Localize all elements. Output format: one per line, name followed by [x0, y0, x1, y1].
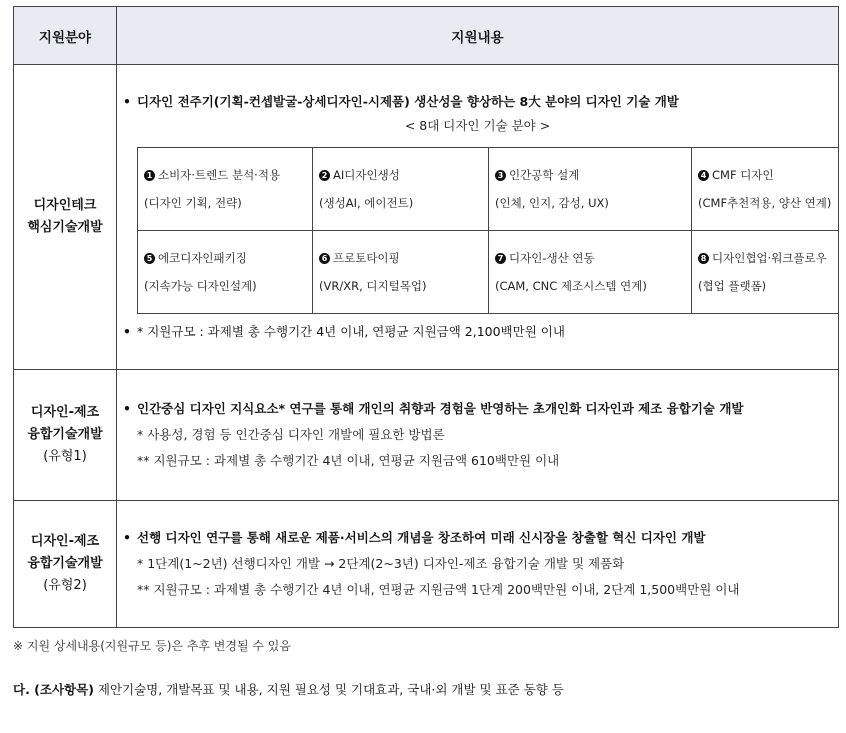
field-label: (유형1) [43, 449, 87, 464]
number-badge-icon: 3 [495, 170, 506, 181]
footnote: ※ 지원 상세내용(지원규모 등)은 추후 변경될 수 있음 [13, 639, 291, 653]
tech-area-cell [692, 148, 839, 231]
bullet-dot: • [123, 324, 131, 339]
note-text: * 사용성, 경험 등 인간중심 디자인 개발에 필요한 방법론 [137, 427, 445, 442]
tech-area-cell [138, 148, 313, 231]
bullet-label: 디자인 전주기(기획-컨셉발굴-상세디자인-시제품) 생산성을 향상하는 8大 분야의 디자인 기술 개발 [137, 94, 679, 109]
note-text: ** 지원규모 : 과제별 총 수행기간 4년 이내, 연평균 지원금액 610백만원 이내 [137, 453, 560, 468]
tech-area-desc: (CAM, CNC 제조시스템 연계) [495, 279, 647, 293]
tech-area-title: AI디자인생성 [333, 168, 400, 182]
bullet-dot: • [123, 401, 131, 416]
tech-area-desc: (생성AI, 에이전트) [319, 196, 414, 210]
tech-area-row [138, 148, 839, 231]
content-cell-type1 [117, 370, 839, 501]
section-d-lead: 다. (조사항목) [13, 682, 94, 697]
field-cell-type1 [14, 370, 117, 501]
bullet-text [123, 92, 832, 112]
tech-area-title: 소비자·트렌드 분석·적용 [158, 168, 281, 182]
number-badge-icon: 4 [698, 170, 709, 181]
number-badge-icon: 5 [144, 253, 155, 264]
tech-area-row [138, 231, 839, 314]
tech-area-title: 디자인협업·워크플로우 [712, 251, 827, 265]
content-cell-type2 [117, 501, 839, 628]
header-field: 지원분야 [14, 7, 117, 65]
tech-area-cell [313, 148, 489, 231]
tech-area-grid [137, 147, 839, 314]
tech-area-cell [138, 231, 313, 314]
header-content: 지원내용 [117, 7, 839, 65]
table-header-row [14, 7, 839, 65]
bullet-label: 인간중심 디자인 지식요소* 연구를 통해 개인의 취향과 경험을 반영하는 초개인화 디자인과 제조 융합기술 개발 [137, 401, 744, 416]
field-label: 융합기술개발 [27, 556, 103, 571]
tech-area-cell [313, 231, 489, 314]
field-label: 융합기술개발 [27, 427, 103, 442]
tech-area-desc: (협업 플랫폼) [698, 279, 767, 293]
tech-area-title: 에코디자인패키징 [158, 251, 247, 265]
note-text: * 1단계(1~2년) 선행디자인 개발 → 2단계(2~3년) 디자인-제조 융합기술 개발 및 제품화 [137, 556, 625, 571]
table-row [14, 370, 839, 501]
field-label: 핵심기술개발 [27, 220, 103, 235]
tech-area-desc: (CMF추천적용, 양산 연계) [698, 196, 832, 210]
field-label: 디자인테크 [33, 198, 97, 213]
bullet-dot: • [123, 94, 131, 109]
tech-area-title: CMF 디자인 [712, 168, 774, 182]
content-cell-design-tech [117, 65, 839, 370]
scale-note-label: * 지원규모 : 과제별 총 수행기간 4년 이내, 연평균 지원금액 2,100백만원 이내 [137, 324, 565, 339]
tech-area-desc: (지속가능 디자인설계) [144, 279, 257, 293]
tech-area-cell [489, 148, 692, 231]
note-text: ** 지원규모 : 과제별 총 수행기간 4년 이내, 연평균 지원금액 1단계 200백만원 이내, 2단계 1,500백만원 이내 [137, 582, 740, 597]
field-label: (유형2) [43, 578, 87, 593]
tech-area-desc: (VR/XR, 디지털목업) [319, 279, 427, 293]
bullet-dot: • [123, 530, 131, 545]
field-label: 디자인-제조 [30, 405, 100, 420]
bullet-text [123, 399, 832, 419]
scale-note [123, 322, 832, 342]
number-badge-icon: 2 [319, 170, 330, 181]
bullet-label: 선행 디자인 연구를 통해 새로운 제품·서비스의 개념을 창조하여 미래 신시장을 창출할 혁신 디자인 개발 [137, 530, 706, 545]
section-d-text: 제안기술명, 개발목표 및 내용, 지원 필요성 및 기대효과, 국내·외 개발 및 표준 동향 등 [93, 682, 564, 697]
table-row [14, 501, 839, 628]
number-badge-icon: 7 [495, 253, 506, 264]
tech-area-desc: (인체, 인지, 감성, UX) [495, 196, 609, 210]
tech-area-title: 인간공학 설계 [509, 168, 580, 182]
number-badge-icon: 6 [319, 253, 330, 264]
tech-area-subtitle: < 8대 디자인 기술 분야 > [404, 118, 551, 133]
tech-area-desc: (디자인 기획, 전략) [144, 196, 242, 210]
tech-area-title: 프로토타이핑 [333, 251, 400, 265]
section-d [13, 680, 564, 698]
table-row [14, 65, 839, 370]
field-cell-type2 [14, 501, 117, 628]
field-cell-design-tech [14, 65, 117, 370]
support-table [13, 6, 839, 628]
field-label: 디자인-제조 [30, 534, 100, 549]
tech-area-cell [692, 231, 839, 314]
bullet-text [123, 528, 832, 548]
number-badge-icon: 1 [144, 170, 155, 181]
tech-area-cell [489, 231, 692, 314]
number-badge-icon: 8 [698, 253, 709, 264]
tech-area-title: 디자인-생산 연동 [509, 251, 595, 265]
